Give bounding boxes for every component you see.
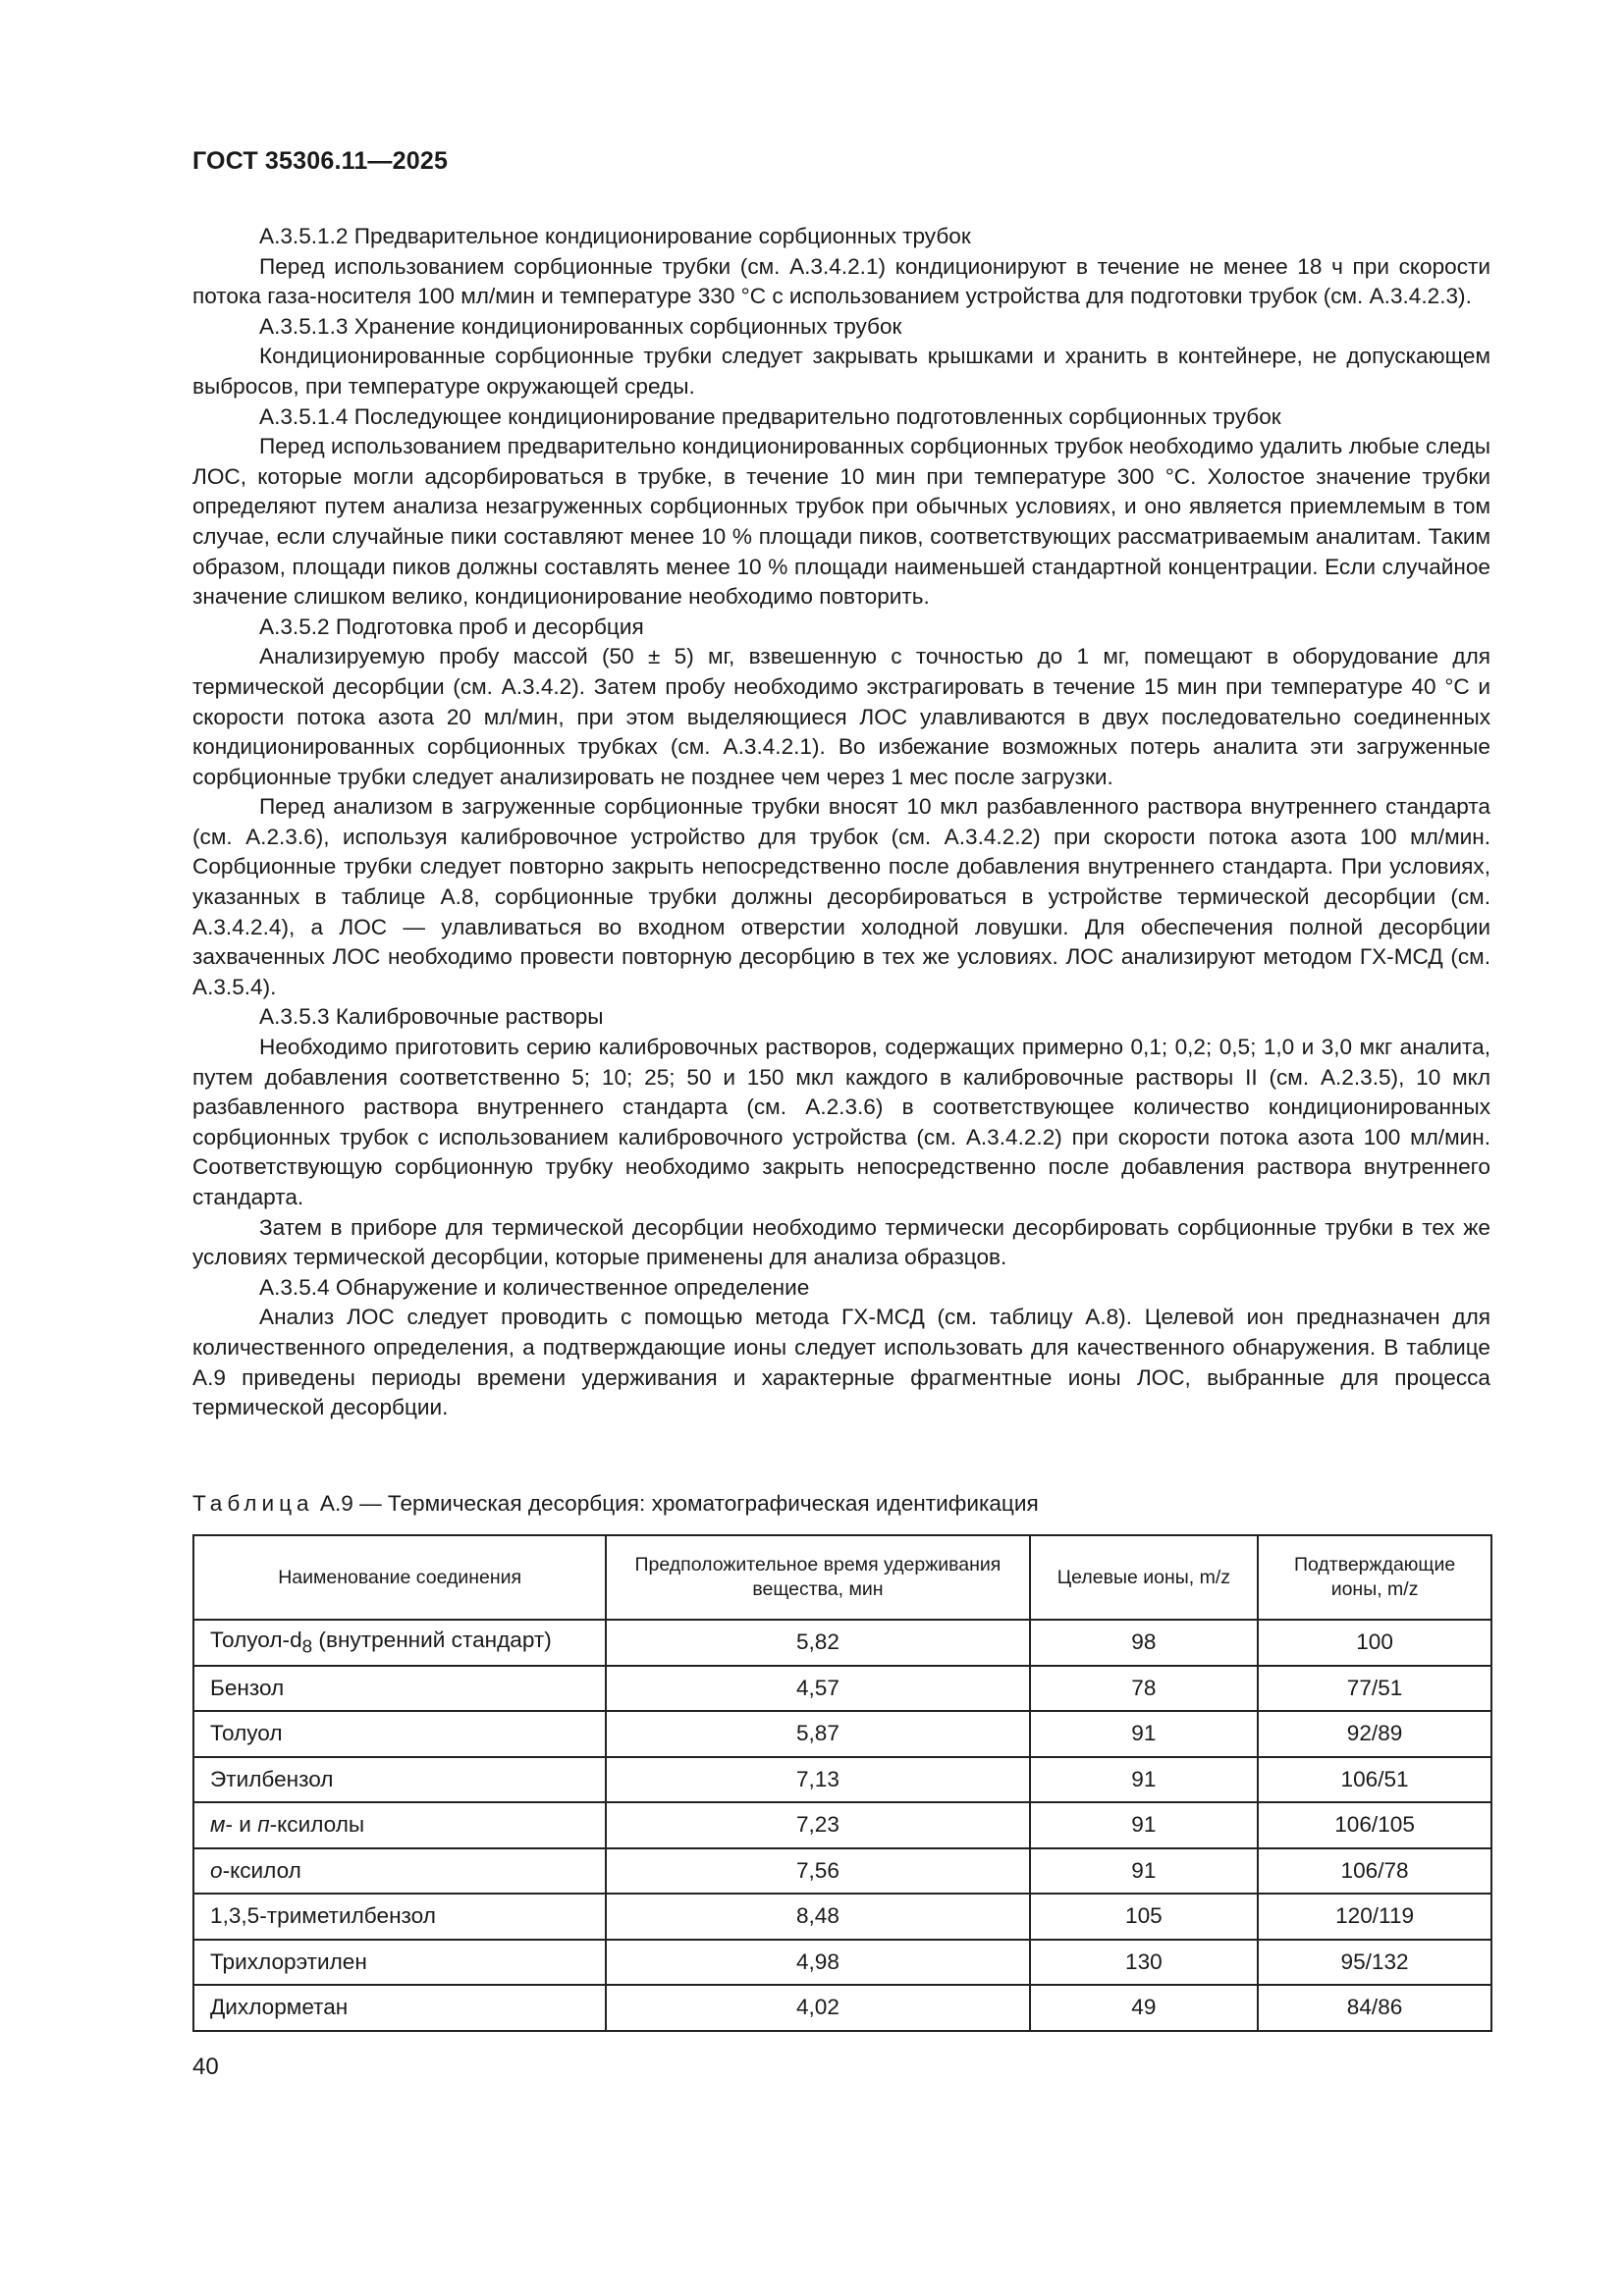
- section-heading-a-3-5-1-3: А.3.5.1.3 Хранение кондиционированных сорбционных трубок: [259, 313, 902, 339]
- section-heading-a-3-5-3: А.3.5.3 Калибровочные растворы: [259, 1004, 604, 1030]
- cell-confirming-ions: 106/51: [1258, 1757, 1491, 1803]
- data-table: [192, 1534, 1492, 2032]
- table-row: [193, 1620, 1491, 1666]
- compound-name: Толуол: [210, 1721, 283, 1746]
- table-row: [193, 1940, 1491, 1986]
- document-header: ГОСТ 35306.11—2025: [192, 147, 449, 175]
- paragraph: Необходимо приготовить серию калибровочных растворов, содержащих примерно 0,1; 0,2; 0,5; 1,0 и 3,0 мкг аналита, путем добавления соответственно 5; 10; 25; 50 и 150 мкл каждого в калибровочные растворы II (см. А.2.3.5), 10 мкл разбавленного раствора внутреннего стандарта (см. А.2.3.6) в соответствующее количество кондиционированных сорбционных трубок с использованием калибровочного устройства (см. А.3.4.2.2) при скорости потока азота 100 мл/мин. Соответствующую сорбционную трубку необходимо закрыть непосредственно после добавления раствора внутреннего стандарта.: [192, 1035, 1490, 1209]
- cell-target-ions: 91: [1030, 1757, 1259, 1803]
- cell-confirming-ions: 84/86: [1258, 1985, 1491, 2031]
- cell-compound-name: [193, 1848, 606, 1895]
- body-text: [192, 222, 1490, 1423]
- cell-retention-time: 7,56: [606, 1848, 1029, 1895]
- compound-name: Толуол-d: [210, 1627, 302, 1652]
- header-retention-time: Предположительное время удерживания вещества, мин: [606, 1535, 1029, 1620]
- section-heading-a-3-5-4: А.3.5.4 Обнаружение и количественное определение: [259, 1274, 810, 1300]
- table-header-row: [193, 1535, 1491, 1620]
- table-row: [193, 1666, 1491, 1712]
- paragraph: Перед использованием сорбционные трубки (см. А.3.4.2.1) кондиционируют в течение не менее 18 ч при скорости потока газа-носителя 100 мл/мин и температуре 330 °С с использованием устройства для подготовки трубок (см. А.3.4.2.3).: [192, 253, 1490, 309]
- table-row: [193, 1985, 1491, 2031]
- cell-confirming-ions: 95/132: [1258, 1940, 1491, 1986]
- cell-retention-time: 4,02: [606, 1985, 1029, 2031]
- cell-compound-name: [193, 1757, 606, 1803]
- compound-name: Трихлорэтилен: [210, 1949, 367, 1974]
- table-row: [193, 1802, 1491, 1848]
- cell-compound-name: [193, 1620, 606, 1666]
- table-row: [193, 1757, 1491, 1803]
- cell-target-ions: 105: [1030, 1894, 1259, 1940]
- header-compound-name: Наименование соединения: [193, 1535, 606, 1620]
- compound-name: 1,3,5-триметилбензол: [210, 1903, 436, 1929]
- section-heading-a-3-5-2: А.3.5.2 Подготовка проб и десорбция: [259, 614, 644, 639]
- compound-name-part: -ксилол: [222, 1857, 301, 1883]
- compound-name: Бензол: [210, 1675, 285, 1700]
- table-row: [193, 1848, 1491, 1895]
- cell-confirming-ions: 120/119: [1258, 1894, 1491, 1940]
- cell-compound-name: [193, 1711, 606, 1757]
- cell-compound-name: [193, 1666, 606, 1712]
- cell-retention-time: 8,48: [606, 1894, 1029, 1940]
- cell-retention-time: 7,13: [606, 1757, 1029, 1803]
- table-row: [193, 1711, 1491, 1757]
- cell-target-ions: 78: [1030, 1666, 1259, 1712]
- compound-name-part: - и: [225, 1812, 258, 1838]
- table-row: [193, 1894, 1491, 1940]
- table-caption: [192, 1491, 1039, 1517]
- cell-confirming-ions: 92/89: [1258, 1711, 1491, 1757]
- compound-name: Дихлорметан: [210, 1995, 349, 2020]
- cell-compound-name: [193, 1985, 606, 2031]
- page-number: 40: [192, 2054, 219, 2080]
- compound-name-italic: о: [210, 1857, 223, 1883]
- table-caption-word: Таблица: [192, 1491, 314, 1516]
- table-caption-title: А.9 — Термическая десорбция: хроматографическая идентификация: [319, 1491, 1039, 1516]
- section-heading-a-3-5-1-4: А.3.5.1.4 Последующее кондиционирование предварительно подготовленных сорбционных трубок: [259, 403, 1281, 429]
- cell-retention-time: 4,57: [606, 1666, 1029, 1712]
- paragraph: Затем в приборе для термической десорбции необходимо термически десорбировать сорбционные трубки в тех же условиях термической десорбции, которые применены для анализа образцов.: [192, 1214, 1490, 1270]
- paragraph: Перед анализом в загруженные сорбционные трубки вносят 10 мкл разбавленного раствора внутреннего стандарта (см. А.2.3.6), используя калибровочное устройство для трубок (см. А.3.4.2.2) при скорости потока азота 100 мл/мин. Сорбционные трубки следует повторно закрыть непосредственно после добавления внутреннего стандарта. При условиях, указанных в таблице А.8, сорбционные трубки должны десорбироваться в устройстве термической десорбции (см. А.3.4.2.4), а ЛОС — улавливаться во входном отверстии холодной ловушки. Для обеспечения полной десорбции захваченных ЛОС необходимо провести повторную десорбцию в тех же условиях. ЛОС анализируют методом ГХ-МСД (см. А.3.5.4).: [192, 794, 1490, 999]
- cell-target-ions: 49: [1030, 1985, 1259, 2031]
- paragraph: Анализ ЛОС следует проводить с помощью метода ГХ-МСД (см. таблицу А.8). Целевой ион предназначен для количественного определения, а подтверждающие ионы следует использовать для качественного обнаружения. В таблице А.9 приведены периоды времени удерживания и характерные фрагментные ионы ЛОС, выбранные для процесса термической десорбции.: [192, 1305, 1490, 1420]
- cell-confirming-ions: 100: [1258, 1620, 1491, 1666]
- cell-confirming-ions: 77/51: [1258, 1666, 1491, 1712]
- compound-name-subscript: 8: [301, 1635, 313, 1657]
- cell-target-ions: 98: [1030, 1620, 1259, 1666]
- cell-target-ions: 91: [1030, 1848, 1259, 1895]
- cell-target-ions: 91: [1030, 1711, 1259, 1757]
- header-confirming-ions: Подтверждающие ионы, m/z: [1258, 1535, 1491, 1620]
- table-body: [193, 1620, 1491, 2031]
- cell-compound-name: [193, 1802, 606, 1848]
- paragraph: Кондиционированные сорбционные трубки следует закрывать крышками и хранить в контейнере, не допускающем выбросов, при температуре окружающей среды.: [192, 344, 1490, 399]
- cell-compound-name: [193, 1940, 606, 1986]
- cell-target-ions: 91: [1030, 1802, 1259, 1848]
- section-heading-a-3-5-1-2: А.3.5.1.2 Предварительное кондиционирование сорбционных трубок: [259, 224, 971, 248]
- paragraph: Перед использованием предварительно кондиционированных сорбционных трубок необходимо удалить любые следы ЛОС, которые могли адсорбироваться в трубке, в течение 10 мин при температуре 300 °С. Холостое значение трубки определяют путем анализа незагруженных сорбционных трубок при обычных условиях, и оно является приемлемым в том случае, если случайные пики составляют менее 10 % площади пиков, соответствующих рассматриваемым аналитам. Таким образом, площади пиков должны составлять менее 10 % площади наименьшей стандартной концентрации. Если случайное значение слишком велико, кондиционирование необходимо повторить.: [192, 434, 1490, 610]
- cell-confirming-ions: 106/78: [1258, 1848, 1491, 1895]
- cell-retention-time: 7,23: [606, 1802, 1029, 1848]
- paragraph: Анализируемую пробу массой (50 ± 5) мг, взвешенную с точностью до 1 мг, помещают в оборудование для термической десорбции (см. А.3.4.2). Затем пробу необходимо экстрагировать в течение 15 мин при температуре 40 °С и скорости потока азота 20 мл/мин, при этом выделяющиеся ЛОС улавливаются в двух последовательно соединенных кондиционированных сорбционных трубках (см. А.3.4.2.1). Во избежание возможных потерь аналита эти загруженные сорбционные трубки следует анализировать не позднее чем через 1 мес после загрузки.: [192, 644, 1490, 789]
- compound-name-part: (внутренний стандарт): [312, 1627, 552, 1652]
- compound-name-italic: м: [210, 1812, 226, 1838]
- compound-name-part: -ксилолы: [269, 1812, 365, 1838]
- cell-target-ions: 130: [1030, 1940, 1259, 1986]
- cell-confirming-ions: 106/105: [1258, 1802, 1491, 1848]
- cell-retention-time: 5,82: [606, 1620, 1029, 1666]
- compound-name-italic: п: [257, 1812, 270, 1838]
- compound-name: Этилбензол: [210, 1766, 334, 1791]
- cell-retention-time: 5,87: [606, 1711, 1029, 1757]
- cell-compound-name: [193, 1894, 606, 1940]
- header-target-ions: Целевые ионы, m/z: [1030, 1535, 1259, 1620]
- cell-retention-time: 4,98: [606, 1940, 1029, 1986]
